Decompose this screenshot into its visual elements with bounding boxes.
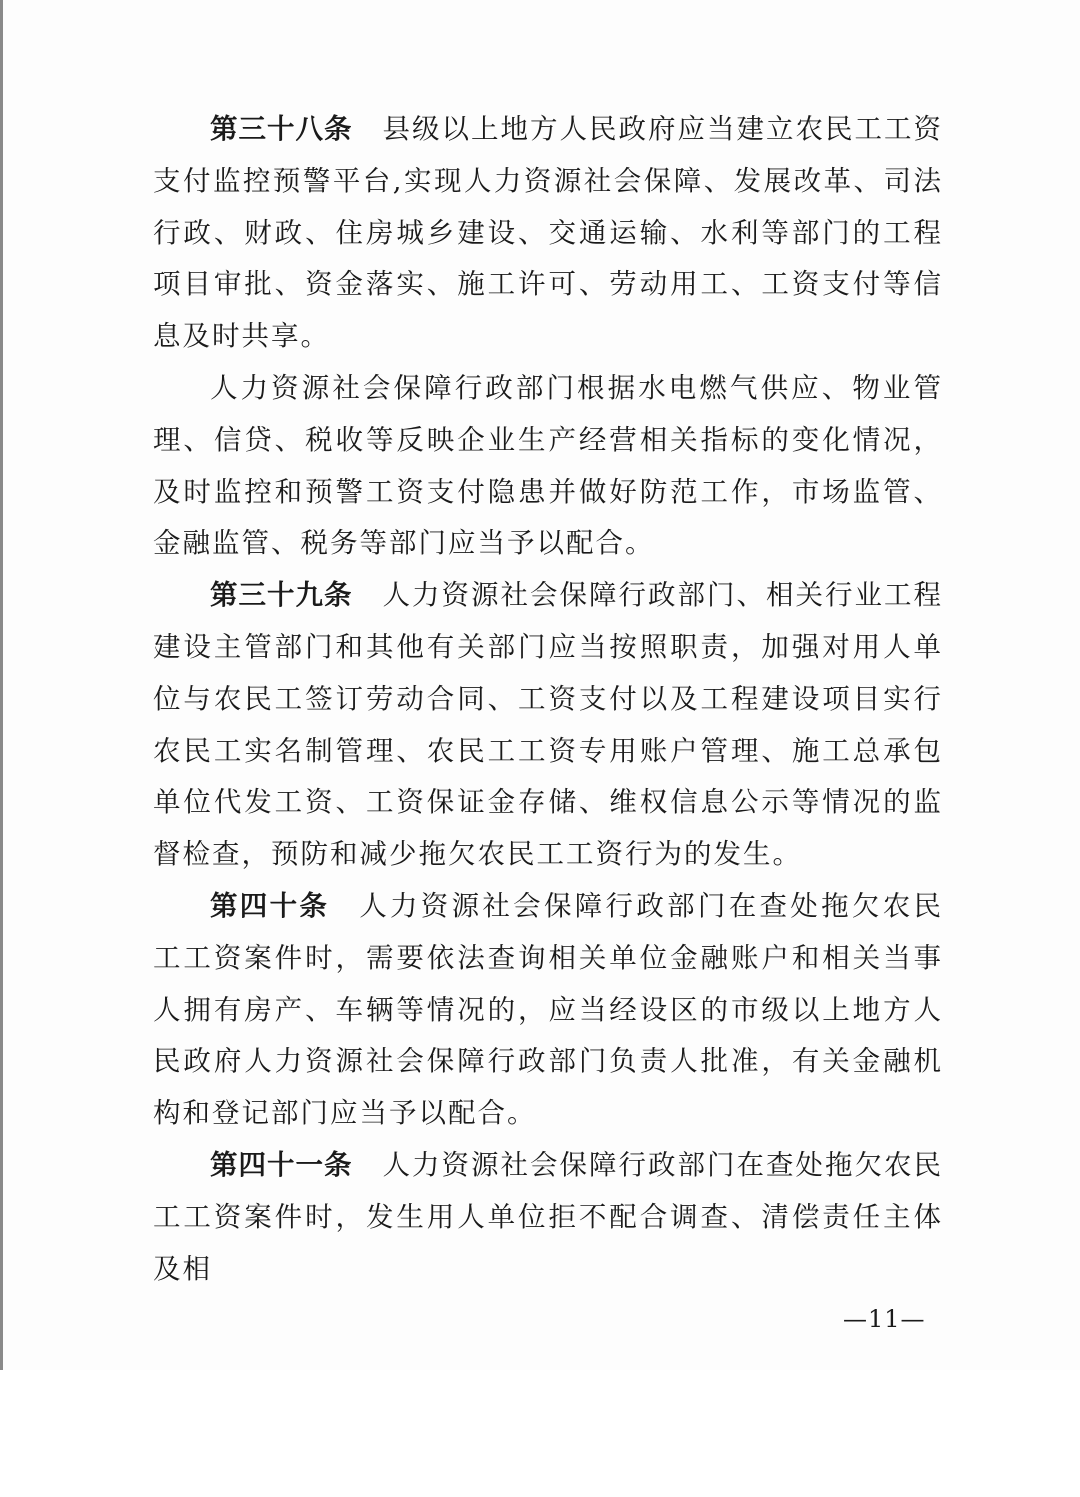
article-38: [153, 104, 943, 363]
article-41: [153, 1140, 943, 1295]
article-40: [153, 881, 943, 1140]
article-text: 人力资源社会保障行政部门、相关行业工程建设主管部门和其他有关部门应当按照职责，加强对用人单位与农民工签订劳动合同、工资支付以及工程建设项目实行农民工实名制管理、农民工工资专用账户管理、施工总承包单位代发工资、工资保证金存储、维权信息公示等情况的监督检查，预防和减少拖欠农民工工资行为的发生。: [153, 579, 943, 871]
page-number: —11—: [843, 1305, 926, 1333]
article-text: 人力资源社会保障行政部门根据水电燃气供应、物业管理、信贷、税收等反映企业生产经营相关指标的变化情况，及时监控和预警工资支付隐患并做好防范工作，市场监管、金融监管、税务等部门应当予以配合。: [153, 371, 943, 560]
page-background: [0, 1370, 1080, 1497]
article-text: 人力资源社会保障行政部门在查处拖欠农民工工资案件时，需要依法查询相关单位金融账户和相关当事人拥有房产、车辆等情况的，应当经设区的市级以上地方人民政府人力资源社会保障行政部门负责人批准，有关金融机构和登记部门应当予以配合。: [153, 889, 944, 1130]
article-title: 第三十九条: [210, 579, 353, 612]
article-title: 第三十八条: [210, 113, 353, 145]
article-38-paragraph-2: [153, 363, 943, 570]
article-title: 第四十一条: [210, 1148, 353, 1181]
article-text: 县级以上地方人民政府应当建立农民工工资支付监控预警平台,实现人力资源社会保障、发展改革、司法行政、财政、住房城乡建设、交通运输、水利等部门的工程项目审批、资金落实、施工许可、劳动用工、工资支付等信息及时共享。: [153, 113, 943, 353]
document-body: [153, 104, 943, 1295]
article-text: 人力资源社会保障行政部门在查处拖欠农民工工资案件时，发生用人单位拒不配合调查、清偿责任主体及相: [153, 1148, 943, 1285]
article-39: [153, 570, 943, 881]
article-title: 第四十条: [210, 889, 330, 922]
